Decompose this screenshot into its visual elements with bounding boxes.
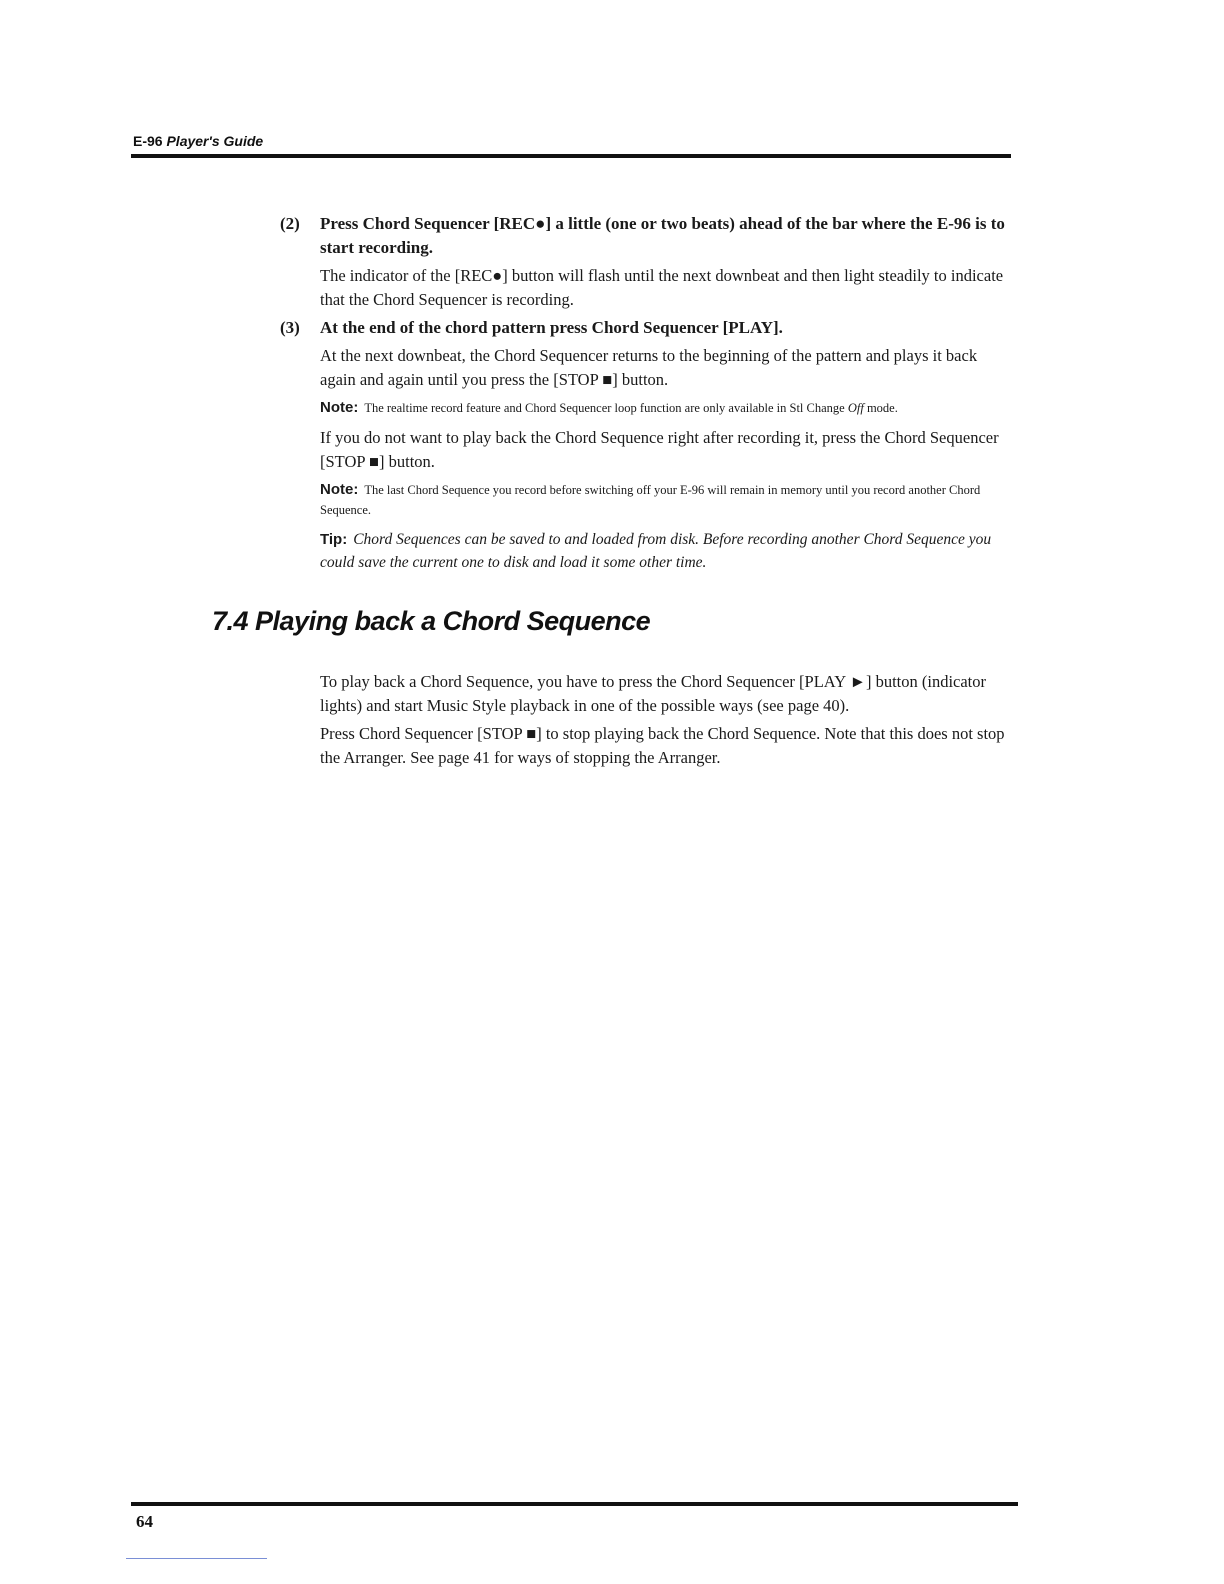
section-paragraph: Press Chord Sequencer [STOP ■] to stop playing back the Chord Sequence. Note that this does not stop the Arranger. See page 41 for ways of stopping the Arranger.: [320, 724, 1005, 767]
section-heading: 7.4 Playing back a Chord Sequence: [212, 606, 651, 636]
header-guide-title: Player's Guide: [166, 133, 264, 149]
step-number: (2): [280, 214, 300, 233]
step-3: [280, 316, 1010, 392]
step-body: The indicator of the [REC●] button will flash until the next downbeat and then light steadily to indicate that the Chord Sequencer is recording.: [320, 266, 1004, 309]
page-number: 64: [136, 1512, 153, 1531]
step-title: At the end of the chord pattern press Chord Sequencer [PLAY].: [320, 318, 783, 337]
header-model: E-96: [133, 133, 163, 149]
footer-rule: [131, 1502, 1018, 1506]
note-text-end: mode.: [863, 401, 898, 415]
main-content: [280, 212, 1010, 574]
running-header: [133, 133, 263, 149]
step-title: Press Chord Sequencer [REC●] a little (one or two beats) ahead of the bar where the E-96 is to start recording.: [320, 214, 1005, 257]
section-paragraph: To play back a Chord Sequence, you have to press the Chord Sequencer [PLAY ►] button (indicator lights) and start Music Style playback in one of the possible ways (see page 40).: [320, 672, 987, 715]
note-realtime-record: [320, 398, 1010, 418]
header-rule: [131, 154, 1011, 158]
section-body: [320, 666, 1010, 774]
note-label: Note:: [320, 481, 359, 498]
note-text-italic: Off: [847, 401, 864, 415]
step-number: (3): [280, 318, 300, 337]
step-body: At the next downbeat, the Chord Sequencer returns to the beginning of the pattern and plays it back again and again until you press the [STOP ■] button.: [320, 346, 978, 389]
step-2: [280, 212, 1010, 312]
tip-save-disk: [320, 528, 1010, 574]
note-label: Note:: [320, 399, 359, 416]
note-text: The last Chord Sequence you record before switching off your E-96 will remain in memory until you record another Chord Sequence.: [320, 483, 981, 517]
paragraph-stop: If you do not want to play back the Chord Sequence right after recording it, press the Chord Sequencer [STOP ■] button.: [320, 428, 999, 471]
note-memory: [320, 480, 1010, 520]
note-text: The realtime record feature and Chord Sequencer loop function are only available in Stl Change: [364, 401, 848, 415]
footer-link-underline: [126, 1558, 267, 1559]
tip-text: Chord Sequences can be saved to and loaded from disk. Before recording another Chord Sequence you could save the current one to disk and load it some other time.: [320, 531, 992, 571]
tip-label: Tip:: [320, 531, 348, 548]
